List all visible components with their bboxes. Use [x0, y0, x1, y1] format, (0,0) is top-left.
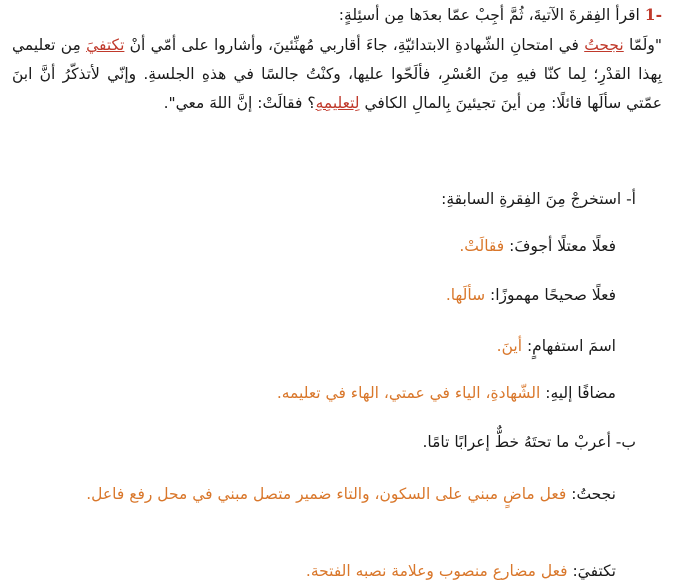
section-b-heading: ب- أعربْ ما تحتَهُ خطٌّ إعرابًا تامًا. [422, 433, 636, 451]
paragraph-text-1: "ولَمّا [623, 36, 663, 54]
section-a-item [459, 234, 616, 258]
section-b-item [306, 559, 616, 583]
underlined-word-taktafi: تكتفيَ [86, 36, 125, 54]
underlined-word-najahtu: نجحتُ [584, 36, 624, 54]
item-answer: فقالَتْ. [459, 237, 505, 255]
section-a-item [277, 381, 616, 405]
section-a-heading: أ- استخرجْ مِنَ الفِقرةِ السابقةِ: [441, 190, 636, 208]
section-b-item [16, 478, 616, 510]
item-label: فعلًا معتلًا أجوفَ: [504, 237, 616, 255]
item-answer: سألَها. [445, 286, 486, 304]
underlined-word-litaleemihi: لِتعليمِهِ [315, 94, 360, 112]
question-header [339, 4, 662, 26]
item-label: تكتفيَ: [567, 562, 616, 580]
item-answer: فعل مضارع منصوب وعلامة نصبه الفتحة. [305, 562, 568, 580]
item-label: اسمَ استفهامٍ: [522, 337, 616, 355]
item-answer: أينَ. [496, 337, 523, 355]
question-number: 1- [644, 5, 662, 24]
paragraph-text-3: مِن تعليمي بِهذا القدْرِ؛ لِما كنّا فيهِ مِنَ العُسْرِ، فألَحّوا عليها، وكنْتُ جالسًا في هذهِ الجلسةِ. وإنّي لأتذكّرُ أنَّ ابنَ عمّتي سألَها قائلًا: مِن أينَ تجيئينَ بِالمالِ الكافي [12, 36, 662, 112]
item-answer: الشّهادةِ، الياء في عمتي، الهاء في تعليمه. [276, 384, 541, 402]
item-answer: فعل ماضٍ مبني على السكون، والتاء ضمير متصل مبني في محل رفع فاعل. [86, 485, 567, 503]
paragraph-text-2: في امتحانِ الشّهادةِ الابتدائيّةِ، جاءَ أقاربي مُهنِّئينَ، وأشاروا على أمّي أنْ [124, 36, 585, 54]
item-label: نجحتُ: [566, 485, 616, 503]
section-a-item [446, 283, 616, 307]
section-a-item [497, 334, 616, 358]
item-label: مضافًا إليهِ: [540, 384, 616, 402]
question-instruction: اقرأ الفِقرةَ الآتيةَ، ثُمَّ أجِبْ عمّا بعدَها مِن أسئِلةٍ: [338, 6, 640, 24]
paragraph-text-4: ؟ فقالَتْ: إنَّ اللهَ معي". [163, 94, 316, 112]
item-label: فعلًا صحيحًا مهموزًا: [485, 286, 616, 304]
reading-paragraph [12, 31, 662, 118]
